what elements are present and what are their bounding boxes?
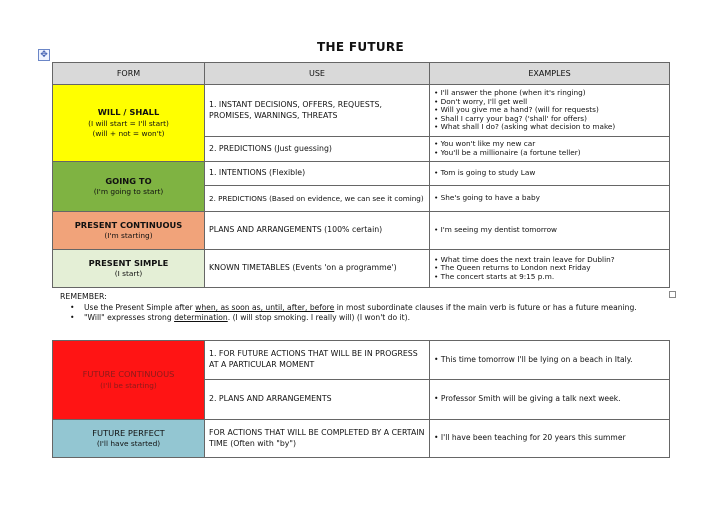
use-cell: FOR ACTIONS THAT WILL BE COMPLETED BY A CERTAIN TIME (Often with "by")	[205, 420, 430, 458]
examples-cell: • She's going to have a baby	[430, 186, 670, 212]
form-sub: (I will start = I'll start)	[88, 118, 169, 128]
form-future-continuous	[53, 341, 205, 420]
table-row	[53, 341, 670, 380]
form-name: FUTURE CONTINUOUS	[82, 369, 175, 380]
form-name: GOING TO	[105, 175, 152, 186]
form-sub: (I'm starting)	[104, 231, 153, 241]
page-title: THE FUTURE	[317, 40, 404, 54]
future-table	[52, 62, 670, 288]
use-cell: 1. INSTANT DECISIONS, OFFERS, REQUESTS, PROMISES, WARNINGS, THREATS	[205, 85, 430, 137]
form-name: WILL / SHALL	[97, 107, 160, 118]
list-item: • "Will" expresses strong determination. (I will stop smoking. I really will) (I won't do it).	[70, 313, 411, 323]
form-sub: (I start)	[114, 269, 143, 279]
use-cell: 2. PREDICTIONS (Just guessing)	[205, 137, 430, 162]
examples-cell: • This time tomorrow I'll be lying on a beach in Italy.	[430, 341, 670, 380]
underlined-words: when, as soon as, until, after, before	[195, 303, 335, 312]
underlined-word: determination	[174, 313, 228, 323]
form-sub: (I'll be starting)	[100, 380, 157, 390]
header-row	[53, 63, 670, 85]
header-form: FORM	[53, 63, 205, 85]
examples-cell	[430, 85, 670, 137]
examples-cell	[430, 250, 670, 288]
remember-list	[70, 303, 710, 324]
example-line: • Don't worry, I'll get well	[434, 96, 528, 106]
examples-cell	[430, 137, 670, 162]
examples-cell: • Tom is going to study Law	[430, 162, 670, 186]
list-item: • Use the Present Simple after when, as soon as, until, after, before in most subordinate clauses if the main verb is future or has a future meaning.	[70, 303, 637, 312]
form-sub: (I'll have started)	[96, 439, 161, 449]
table-row	[53, 162, 670, 186]
form-name: PRESENT CONTINUOUS	[74, 219, 183, 230]
table-row	[53, 85, 670, 137]
examples-cell: • I'll have been teaching for 20 years this summer	[430, 420, 670, 458]
use-cell: 2. PREDICTIONS (Based on evidence, we can see it coming)	[205, 186, 430, 212]
example-line: • The concert starts at 9:15 p.m.	[434, 271, 555, 281]
header-examples: EXAMPLES	[430, 63, 670, 85]
example-line: • You'll be a millionaire (a fortune teller)	[434, 148, 581, 157]
examples-cell: • Professor Smith will be giving a talk next week.	[430, 380, 670, 420]
example-line: • I'll answer the phone (when it's ringing)	[434, 87, 586, 97]
table-row	[53, 420, 670, 458]
form-present-simple	[53, 250, 205, 288]
form-name: FUTURE PERFECT	[92, 427, 165, 438]
use-cell: KNOWN TIMETABLES (Events 'on a programme')	[205, 250, 430, 288]
table-row	[53, 212, 670, 250]
example-line: • Will you give me a hand? (will for requests)	[434, 105, 599, 115]
table-move-icon[interactable]: ✥	[38, 49, 50, 61]
example-line: • The Queen returns to London next Friday	[434, 263, 591, 273]
resize-handle[interactable]	[669, 291, 676, 298]
example-line: • Shall I carry your bag? ('shall' for offers)	[434, 113, 587, 123]
future-table-2	[52, 340, 670, 458]
use-cell: 1. INTENTIONS (Flexible)	[205, 162, 430, 186]
example-line: • What time does the next train leave for Dublin?	[434, 254, 615, 264]
form-future-perfect	[53, 420, 205, 458]
use-cell: PLANS AND ARRANGEMENTS (100% certain)	[205, 212, 430, 250]
form-will-shall	[53, 85, 205, 162]
form-sub: (I'm going to start)	[93, 187, 164, 197]
example-line: • You won't like my new car	[434, 139, 536, 149]
use-cell: 1. FOR FUTURE ACTIONS THAT WILL BE IN PROGRESS AT A PARTICULAR MOMENT	[205, 341, 430, 380]
use-cell: 2. PLANS AND ARRANGEMENTS	[205, 380, 430, 420]
header-use: USE	[205, 63, 430, 85]
table-row	[53, 250, 670, 288]
form-sub: (will + not = won't)	[92, 128, 165, 138]
form-name: PRESENT SIMPLE	[88, 257, 169, 268]
form-going-to	[53, 162, 205, 212]
examples-cell: • I'm seeing my dentist tomorrow	[430, 212, 670, 250]
remember-label: REMEMBER:	[60, 292, 107, 301]
form-present-continuous	[53, 212, 205, 250]
example-line: • What shall I do? (asking what decision to make)	[434, 122, 616, 132]
